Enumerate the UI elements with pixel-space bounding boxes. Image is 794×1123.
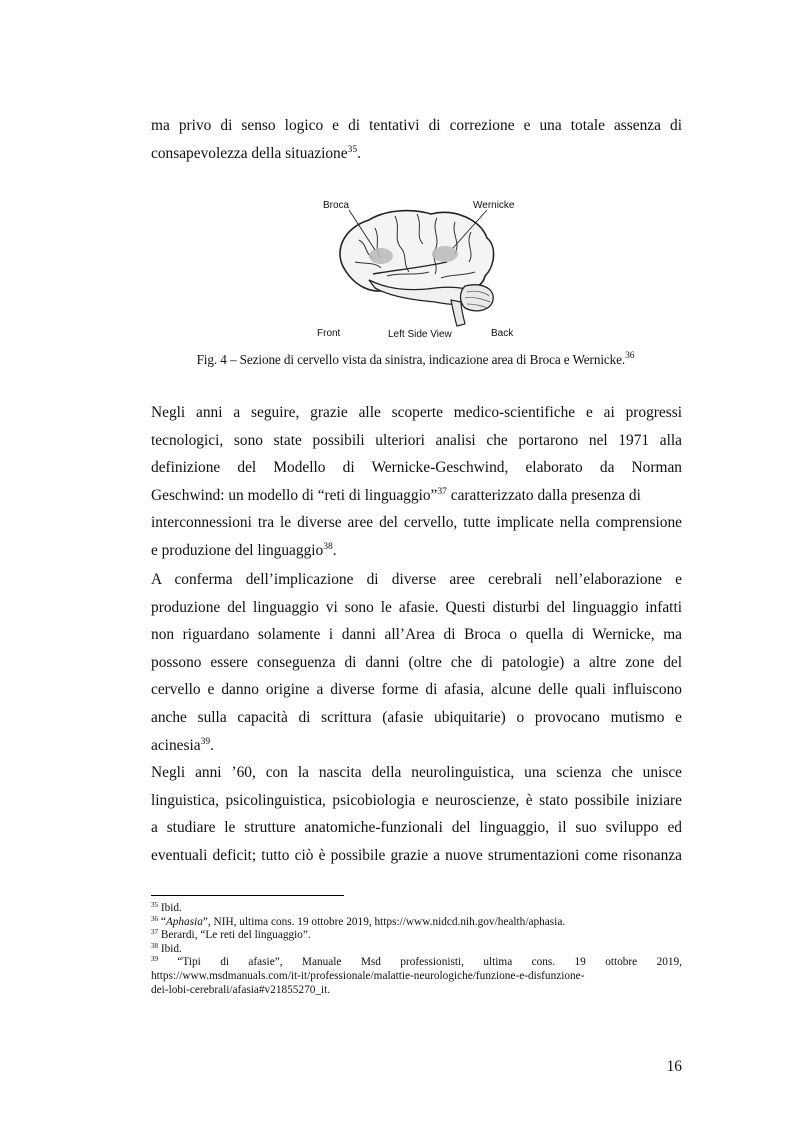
brain-figure [315, 192, 521, 342]
label-back: Back [491, 328, 514, 339]
text-line: eventuali deficit; tutto ciò è possibile grazie a nuove strumentazioni come risonanza [151, 846, 682, 864]
text-line: ma privo di senso logico e di tentativi di correzione e una totale assenza di [151, 117, 682, 134]
text-line: Negli anni a seguire, grazie alle scoperte medico-scientifiche e ai progressi [151, 404, 682, 421]
label-left-side-view: Left Side View [388, 329, 452, 340]
footnote-text: Ibid. [158, 902, 182, 914]
label-broca: Broca [323, 200, 350, 211]
footnote-39-url-line[interactable]: https://www.msdmanuals.com/it-it/professionale/malattie-neurologiche/funzione-e-disfunzione- [151, 969, 585, 982]
text-span: . [332, 541, 337, 559]
footnote-36 [151, 916, 682, 930]
footnote-39-url-line[interactable]: dei-lobi-cerebrali/afasia#v21855270_it. [151, 983, 331, 996]
paragraph-3 [151, 759, 682, 869]
footnote-number: 37 [151, 928, 158, 937]
text-span: . [210, 736, 214, 754]
footnote-text: “Tipi di afasie”, Manuale Msd professionisti, ultima cons. 19 ottobre 2019, [158, 956, 682, 969]
caption-text: Fig. 4 – Sezione di cervello vista da sinistra, indicazione area di Broca e Wernicke. [196, 352, 626, 367]
paragraph-1 [151, 399, 682, 565]
footnote-ref-36[interactable]: 36 [625, 351, 635, 361]
footnote-text: Ibid. [158, 942, 182, 955]
text-line: cervello e danno origine a diverse forme di afasia, alcune delle quali influiscono [151, 681, 682, 699]
text-line: A conferma dell’implicazione di diverse aree cerebrali nell’elaborazione e [151, 571, 682, 588]
text-line [151, 140, 682, 168]
text-line [151, 732, 682, 760]
text-line: a studiare le strutture anatomiche-funzionali del linguaggio, il suo sviluppo ed [151, 819, 682, 837]
footnote-number: 35 [151, 901, 158, 909]
footnote-text: Berardi, “Le reti del linguaggio”. [158, 929, 311, 942]
footnote-ref-38[interactable]: 38 [323, 541, 333, 552]
text-line [151, 537, 682, 565]
footnotes [151, 902, 682, 997]
text-line: anche sulla capacità di scrittura (afasie ubiquitarie) o provocano mutismo e [151, 708, 682, 726]
label-wernicke: Wernicke [473, 200, 515, 211]
footnote-35 [151, 902, 682, 916]
footnote-37 [151, 929, 682, 943]
footnote-italic-title: Aphasia [165, 915, 203, 928]
text-line: possono essere conseguenza di danni (oltre che di patologie) a altre zone del [151, 653, 682, 671]
paragraph-2 [151, 566, 682, 759]
text-span: Geschwind: un modello di “reti di linguaggio” [151, 486, 438, 504]
page-number: 16 [666, 1058, 682, 1075]
text-span: consapevolezza della situazione [151, 144, 348, 162]
text-line: produzione del linguaggio vi sono le afasie. Questi disturbi del linguaggio infatti [151, 598, 682, 616]
footnote-39 [151, 956, 682, 970]
text-line: Negli anni ’60, con la nascita della neurolinguistica, una scienza che unisce [151, 764, 682, 781]
broca-area [369, 248, 393, 264]
footnote-ref-37[interactable]: 37 [437, 486, 447, 497]
footnote-number: 36 [151, 914, 158, 923]
text-span: e produzione del linguaggio [151, 541, 324, 559]
text-span: . [357, 144, 361, 162]
brain-illustration [315, 192, 521, 342]
footnote-text: “ [158, 915, 166, 928]
text-span: caratterizzato dalla presenza di [446, 486, 641, 504]
wernicke-area [432, 246, 458, 262]
footnote-ref-35[interactable]: 35 [347, 144, 358, 155]
text-line: non riguardano solamente i danni all’Area di Broca o quella di Wernicke, ma [151, 626, 682, 644]
figure-caption [150, 352, 681, 368]
text-line: interconnessioni tra le diverse aree del cervello, tutte implicate nella comprensione [151, 514, 682, 532]
footnote-number: 39 [151, 956, 158, 964]
text-line: definizione del Modello di Wernicke-Geschwind, elaborato da Norman [151, 459, 682, 477]
footnote-ref-39[interactable]: 39 [200, 736, 211, 747]
footnote-38 [151, 943, 682, 957]
footnote-link[interactable]: ”, NIH, ultima cons. 19 ottobre 2019, https://www.nidcd.nih.gov/health/aphasia. [202, 915, 566, 928]
label-front: Front [317, 328, 341, 339]
text-line [151, 482, 682, 510]
text-line: linguistica, psicolinguistica, psicobiologia e neuroscienze, è stato possibile iniziare [151, 791, 682, 809]
footnote-separator [151, 895, 344, 896]
top-paragraph [151, 112, 682, 167]
footnote-number: 38 [151, 941, 158, 950]
text-line: tecnologici, sono state possibili ulteriori analisi che portarono nel 1971 alla [151, 431, 682, 449]
text-span: acinesia [151, 736, 201, 754]
